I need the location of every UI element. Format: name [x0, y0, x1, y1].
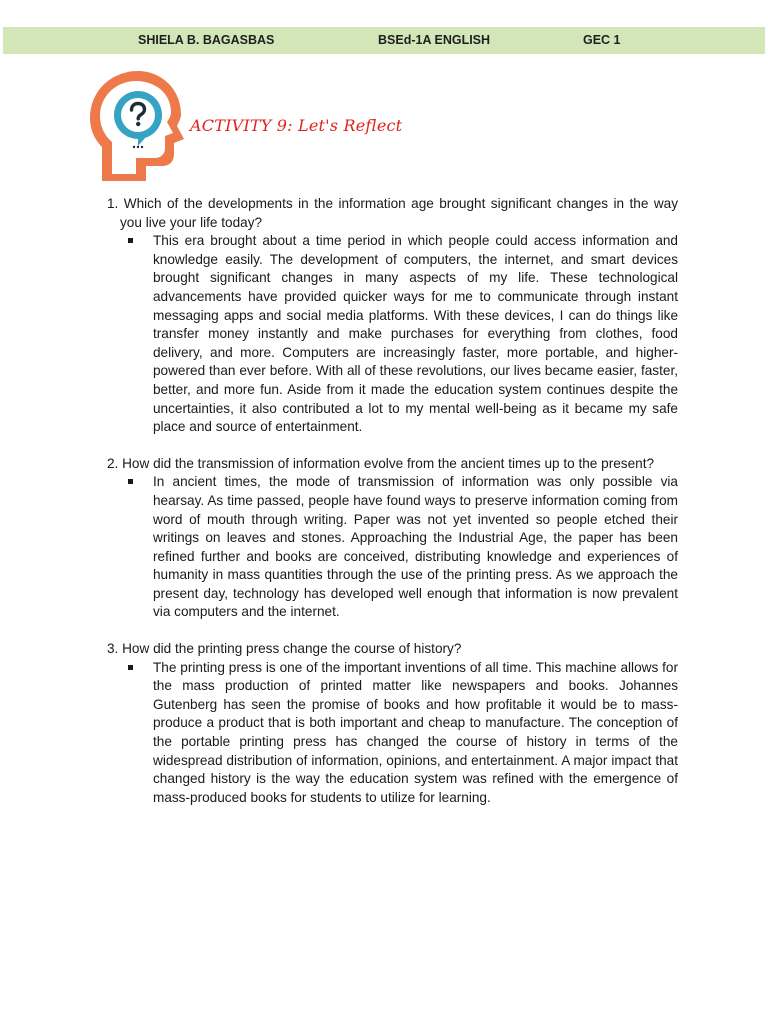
question-1: 1. Which of the developments in the information age brought significant changes in the way you live your life today? — [107, 196, 678, 230]
activity-title: ACTIVITY 9: Let's Reflect — [190, 116, 403, 135]
answer-2 — [153, 473, 678, 622]
question-3: 3. How did the printing press change the course of history? — [107, 641, 462, 657]
answer-1-text: This era brought about a time period in which people could access information and knowledge easily. The development of computers, the internet, and smart devices brought significant changes in many aspects of my life. These technological advancements have provided quicker ways for me to communicate through instant messaging apps and social media platforms. With these devices, I can do things like transfer money instantly and make purchases for everything from clothes, food delivery, and more. Computers are increasingly faster, more portable, and higher-powered than ever before. With all of these revolutions, our lives became easier, faster, better, and more fun. Aside from it made the education system continues despite the uncertainties, it also contributed a lot to my mental well-being as it became my safe place and source of entertainment. — [153, 233, 678, 435]
answer-list-3 — [107, 659, 678, 808]
header-bar — [3, 27, 765, 54]
student-name: SHIELA B. BAGASBAS — [138, 33, 275, 47]
answer-3-text: The printing press is one of the important inventions of all time. This machine allows for the mass production of printed matter like newspapers and books. Johannes Gutenberg has seen the promise of books and how profitable it would be to mass-produce a product that is both important and cheap to manufacture. The conception of the portable printing press has changed the course of history in terms of the widespread distribution of information, opinions, and entertainment. A major impact that changed history is the way the education system was refined with the emergence of mass-produced books for students to utilize for learning. — [153, 659, 678, 805]
bullet-icon — [128, 238, 133, 243]
reflection-questions — [107, 195, 678, 825]
question-2: 2. How did the transmission of information evolve from the ancient times up to the present? — [107, 455, 655, 471]
answer-list-1 — [107, 232, 678, 437]
answer-2-text: In ancient times, the mode of transmission of information was only possible via hearsay. As time passed, people have found ways to preserve information coming from word of mouth through writing. Paper was not yet invented so people etched their writings on leaves and stones. Approaching the Industrial Age, the paper has been refined further and books are conceived, distributing knowledge and experiences of humanity in mass quantities through the use of the printing press. As we approach the present day, technology has developed well enough that information is now prevalent via computers and the internet. — [153, 474, 678, 620]
bullet-icon — [128, 479, 133, 484]
head-question-icon — [88, 70, 188, 182]
subject-code: GEC 1 — [583, 33, 621, 47]
answer-3 — [153, 659, 678, 808]
answer-list-2 — [107, 473, 678, 622]
course-section: BSEd-1A ENGLISH — [378, 33, 491, 47]
answer-1 — [153, 232, 678, 437]
bullet-icon — [128, 665, 133, 670]
